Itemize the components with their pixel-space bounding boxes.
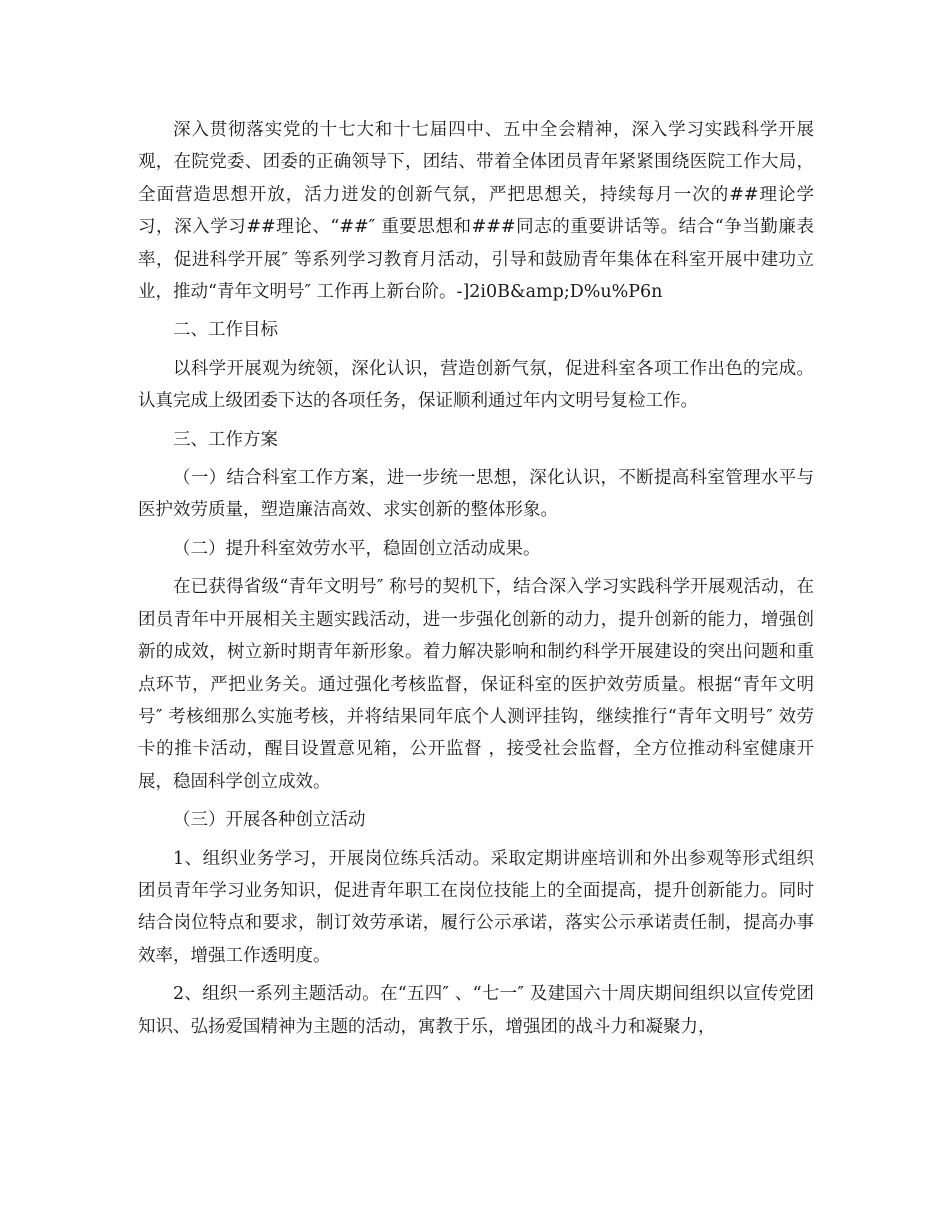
document-body [138,114,814,1049]
paragraph-activity-1: 1、组织业务学习，开展岗位练兵活动。采取定期讲座培训和外出参观等形式组织团员青年学习业务知识，促进青年职工在岗位技能上的全面提高，提升创新能力。同时结合岗位特点和要求，制订效劳承诺，履行公示承诺，落实公示承诺责任制，提高办事效率，增强工作透明度。 [138,848,814,966]
heading-work-plan: 三、工作方案 [173,429,278,450]
paragraph-plan-item-2-body: 在已获得省级“青年文明号″ 称号的契机下，结合深入学习实践科学开展观活动，在团员青年中开展相关主题实践活动，进一步强化创新的动力，提升创新的能力，增强创新的成效，树立新时期青年新形象。着力解决影响和制约科学开展建设的突出问题和重点环节，严把业务关。通过强化考核监督，保证科室的医护效劳质量。根据“青年文明号″ 考核细那么实施考核，并将结果同年底个人测评挂钩，继续推行“青年文明号″ 效劳卡的推卡活动，醒目设置意见箱，公开监督 ，接受社会监督，全方位推动科室健康开展，稳固科学创立成效。 [138,577,814,792]
paragraph-work-goals: 以科学开展观为统领，深化认识，营造创新气氛，促进科室各项工作出色的完成。认真完成上级团委下达的各项任务，保证顺利通过年内文明号复检工作。 [138,358,814,412]
paragraph-activity-2: 2、组织一系列主题活动。在“五四″ 、“七一″ 及建国六十周庆期间组织以宣传党团知识、弘扬爱国精神为主题的活动，寓教于乐，增强团的战斗力和凝聚力， [138,984,814,1037]
paragraph-intro: 深入贯彻落实党的十七大和十七届四中、五中全会精神，深入学习实践科学开展观，在院党委、团委的正确领导下，团结、带着全体团员青年紧紧围绕医院工作大局，全面营造思想开放，活力迸发的创新气氛，严把思想关，持续每月一次的##理论学习，深入学习##理论、“##″ 重要思想和###同志的重要讲话等。结合“争当勤廉表率，促进科学开展″ 等系列学习教育月活动，引导和鼓励青年集体在科室开展中建功立业，推动“青年文明号″ 工作再上新台阶。-]2i0B&amp;D%u%P6n [138,120,814,303]
heading-work-goals: 二、工作目标 [173,320,278,341]
heading-plan-item-2: （二）提升科室效劳水平，稳固创立活动成果。 [173,538,541,559]
heading-plan-item-3: （三）开展各种创立活动 [173,810,366,831]
paragraph-plan-item-1: （一）结合科室工作方案，进一步统一思想，深化认识，不断提高科室管理水平与医护效劳质量，塑造廉洁高效、求实创新的整体形象。 [138,468,814,521]
